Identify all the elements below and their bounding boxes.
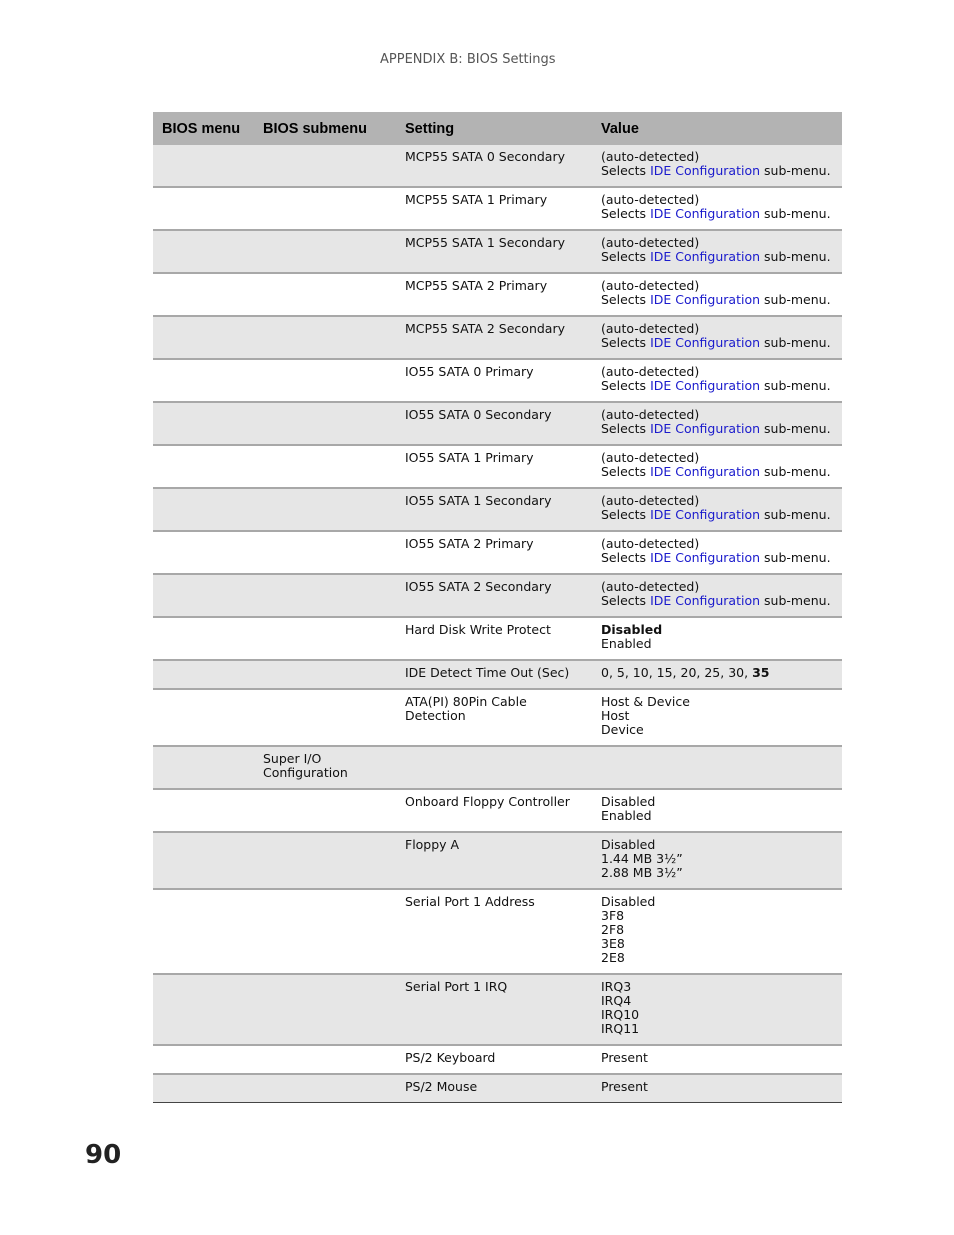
value-line [601, 637, 838, 651]
value-text: Selects [601, 249, 651, 264]
value-cell [590, 574, 842, 617]
value-line [601, 408, 838, 422]
table-row [153, 574, 842, 617]
value-line [601, 551, 838, 565]
value-cell [590, 488, 842, 531]
value-text: Selects [601, 507, 651, 522]
setting-cell: IDE Detect Time Out (Sec) [394, 660, 590, 689]
column-header-setting: Setting [394, 112, 590, 145]
value-line [601, 909, 838, 923]
value-line [601, 594, 838, 608]
ide-configuration-link[interactable]: IDE Configuration [650, 550, 761, 565]
value-text: Selects [601, 593, 651, 608]
value-cell [590, 660, 842, 689]
bios-menu-cell [153, 488, 254, 531]
value-line [601, 1022, 838, 1036]
value-line [601, 852, 838, 866]
bios-submenu-cell [254, 832, 394, 889]
ide-configuration-link[interactable]: IDE Configuration [650, 593, 761, 608]
value-line [601, 923, 838, 937]
table-row [153, 660, 842, 689]
bios-submenu-cell [254, 1074, 394, 1103]
value-line [601, 795, 838, 809]
value-line [601, 193, 838, 207]
value-text: sub-menu. [760, 335, 831, 350]
value-line [601, 866, 838, 880]
bios-submenu-cell [254, 531, 394, 574]
value-cell [590, 273, 842, 316]
ide-configuration-link[interactable]: IDE Configuration [650, 335, 761, 350]
value-text: 1.44 MB 3½” [601, 851, 683, 866]
value-line [601, 580, 838, 594]
value-line [601, 994, 838, 1008]
table-row [153, 974, 842, 1045]
value-text: sub-menu. [760, 378, 831, 393]
default-value: Disabled [601, 622, 663, 637]
bios-submenu-cell [254, 359, 394, 402]
value-line [601, 666, 838, 680]
value-line [601, 279, 838, 293]
bios-menu-cell [153, 832, 254, 889]
bios-menu-cell [153, 316, 254, 359]
value-text: Disabled [601, 837, 656, 852]
table-row [153, 230, 842, 273]
value-line [601, 465, 838, 479]
value-line [601, 1051, 838, 1065]
table-header-row [153, 112, 842, 145]
table-body [153, 145, 842, 1103]
value-text: IRQ10 [601, 1007, 640, 1022]
table-row [153, 689, 842, 746]
value-text: sub-menu. [760, 550, 831, 565]
value-line [601, 336, 838, 350]
bios-settings-table [153, 112, 842, 1103]
setting-cell: IO55 SATA 1 Secondary [394, 488, 590, 531]
value-cell [590, 230, 842, 273]
value-line [601, 293, 838, 307]
value-line [601, 150, 838, 164]
value-cell [590, 832, 842, 889]
bios-menu-cell [153, 746, 254, 789]
bios-menu-cell [153, 402, 254, 445]
bios-submenu-cell [254, 660, 394, 689]
setting-cell: Serial Port 1 Address [394, 889, 590, 974]
table-row [153, 1074, 842, 1103]
value-text: IRQ4 [601, 993, 632, 1008]
bios-menu-cell [153, 230, 254, 273]
table-row [153, 617, 842, 660]
column-header-value: Value [590, 112, 842, 145]
bios-submenu-cell: Super I/O Configuration [254, 746, 394, 789]
value-cell [590, 1074, 842, 1103]
setting-cell: IO55 SATA 0 Primary [394, 359, 590, 402]
setting-cell: MCP55 SATA 1 Secondary [394, 230, 590, 273]
value-line [601, 809, 838, 823]
value-cell [590, 789, 842, 832]
value-cell [590, 889, 842, 974]
value-line [601, 207, 838, 221]
setting-cell: MCP55 SATA 2 Secondary [394, 316, 590, 359]
value-cell [590, 187, 842, 230]
bios-submenu-cell [254, 574, 394, 617]
table-row [153, 359, 842, 402]
value-text: sub-menu. [760, 163, 831, 178]
value-line [601, 1080, 838, 1094]
value-text: (auto-detected) [601, 192, 700, 207]
table-row [153, 1045, 842, 1074]
table-row [153, 889, 842, 974]
bios-submenu-cell [254, 187, 394, 230]
setting-cell: IO55 SATA 0 Secondary [394, 402, 590, 445]
value-text: Present [601, 1079, 648, 1094]
setting-cell: Hard Disk Write Protect [394, 617, 590, 660]
page-number: 90 [85, 1140, 122, 1170]
setting-cell [394, 746, 590, 789]
table-row [153, 187, 842, 230]
value-text: sub-menu. [760, 421, 831, 436]
setting-cell: IO55 SATA 1 Primary [394, 445, 590, 488]
value-text: Disabled [601, 794, 656, 809]
bios-submenu-cell [254, 617, 394, 660]
table-row [153, 832, 842, 889]
value-text: Selects [601, 421, 651, 436]
column-header-bios-menu: BIOS menu [153, 112, 254, 145]
value-line [601, 422, 838, 436]
value-line [601, 236, 838, 250]
table-row [153, 402, 842, 445]
bios-menu-cell [153, 889, 254, 974]
value-cell [590, 359, 842, 402]
table-row [153, 488, 842, 531]
bios-submenu-cell [254, 689, 394, 746]
setting-cell: MCP55 SATA 2 Primary [394, 273, 590, 316]
value-line [601, 723, 838, 737]
value-cell [590, 402, 842, 445]
bios-submenu-cell [254, 889, 394, 974]
bios-menu-cell [153, 359, 254, 402]
value-cell [590, 1045, 842, 1074]
bios-submenu-cell [254, 1045, 394, 1074]
value-text: 2E8 [601, 950, 625, 965]
setting-cell: IO55 SATA 2 Primary [394, 531, 590, 574]
value-cell [590, 974, 842, 1045]
value-line [601, 1008, 838, 1022]
value-text: Selects [601, 378, 651, 393]
value-line [601, 980, 838, 994]
value-text: (auto-detected) [601, 579, 700, 594]
table-row [153, 746, 842, 789]
value-text: sub-menu. [760, 206, 831, 221]
setting-cell: Serial Port 1 IRQ [394, 974, 590, 1045]
value-text: (auto-detected) [601, 450, 700, 465]
bios-menu-cell [153, 574, 254, 617]
table-row [153, 789, 842, 832]
setting-cell: Floppy A [394, 832, 590, 889]
bios-menu-cell [153, 689, 254, 746]
value-text: sub-menu. [760, 593, 831, 608]
value-line [601, 709, 838, 723]
value-cell [590, 617, 842, 660]
bios-menu-cell [153, 617, 254, 660]
value-line [601, 695, 838, 709]
bios-menu-cell [153, 273, 254, 316]
value-text: sub-menu. [760, 464, 831, 479]
bios-submenu-cell [254, 488, 394, 531]
setting-cell: PS/2 Mouse [394, 1074, 590, 1103]
ide-configuration-link[interactable]: IDE Configuration [650, 464, 761, 479]
value-text: Selects [601, 550, 651, 565]
value-text: (auto-detected) [601, 235, 700, 250]
table-row [153, 316, 842, 359]
table-row [153, 145, 842, 187]
value-text: (auto-detected) [601, 149, 700, 164]
table-row [153, 445, 842, 488]
bios-submenu-cell [254, 789, 394, 832]
ide-configuration-link[interactable]: IDE Configuration [650, 163, 761, 178]
bios-submenu-cell [254, 145, 394, 187]
value-text: 3F8 [601, 908, 625, 923]
value-line [601, 537, 838, 551]
value-text: (auto-detected) [601, 278, 700, 293]
ide-configuration-link[interactable]: IDE Configuration [650, 206, 761, 221]
default-value: 35 [752, 665, 770, 680]
value-text: (auto-detected) [601, 493, 700, 508]
value-cell [590, 145, 842, 187]
column-header-bios-submenu: BIOS submenu [254, 112, 394, 145]
value-text: Disabled [601, 894, 656, 909]
value-text: (auto-detected) [601, 407, 700, 422]
value-cell [590, 445, 842, 488]
bios-submenu-cell [254, 402, 394, 445]
value-text: Selects [601, 206, 651, 221]
value-line [601, 623, 838, 637]
value-text: 2F8 [601, 922, 625, 937]
value-text: (auto-detected) [601, 321, 700, 336]
value-line [601, 365, 838, 379]
value-text: Enabled [601, 636, 652, 651]
value-line [601, 937, 838, 951]
value-text: (auto-detected) [601, 536, 700, 551]
bios-menu-cell [153, 1074, 254, 1103]
value-text: 0, 5, 10, 15, 20, 25, 30, [601, 665, 753, 680]
value-line [601, 508, 838, 522]
value-line [601, 379, 838, 393]
bios-menu-cell [153, 1045, 254, 1074]
value-text: sub-menu. [760, 292, 831, 307]
value-text: 3E8 [601, 936, 625, 951]
bios-menu-cell [153, 187, 254, 230]
value-line [601, 895, 838, 909]
value-text: (auto-detected) [601, 364, 700, 379]
value-text: Selects [601, 163, 651, 178]
setting-cell: MCP55 SATA 0 Secondary [394, 145, 590, 187]
value-cell [590, 689, 842, 746]
value-text: Host [601, 708, 630, 723]
value-text: sub-menu. [760, 507, 831, 522]
value-text: Device [601, 722, 644, 737]
value-text: Present [601, 1050, 648, 1065]
value-text: sub-menu. [760, 249, 831, 264]
value-text: Host & Device [601, 694, 690, 709]
bios-menu-cell [153, 531, 254, 574]
value-cell [590, 316, 842, 359]
value-text: IRQ3 [601, 979, 632, 994]
value-text: Selects [601, 335, 651, 350]
setting-cell: IO55 SATA 2 Secondary [394, 574, 590, 617]
value-text: Selects [601, 292, 651, 307]
value-line [601, 322, 838, 336]
table-row [153, 273, 842, 316]
value-cell [590, 531, 842, 574]
bios-menu-cell [153, 974, 254, 1045]
table-row [153, 531, 842, 574]
value-line [601, 494, 838, 508]
ide-configuration-link[interactable]: IDE Configuration [650, 249, 761, 264]
value-line [601, 838, 838, 852]
bios-submenu-cell [254, 273, 394, 316]
ide-configuration-link[interactable]: IDE Configuration [650, 292, 761, 307]
value-line [601, 164, 838, 178]
setting-cell: PS/2 Keyboard [394, 1045, 590, 1074]
ide-configuration-link[interactable]: IDE Configuration [650, 421, 761, 436]
ide-configuration-link[interactable]: IDE Configuration [650, 378, 761, 393]
bios-menu-cell [153, 445, 254, 488]
value-line [601, 451, 838, 465]
value-line [601, 951, 838, 965]
bios-menu-cell [153, 789, 254, 832]
value-text: Selects [601, 464, 651, 479]
value-text: 2.88 MB 3½” [601, 865, 683, 880]
setting-cell: ATA(PI) 80Pin Cable Detection [394, 689, 590, 746]
bios-submenu-cell [254, 445, 394, 488]
setting-cell: Onboard Floppy Controller [394, 789, 590, 832]
bios-submenu-cell [254, 974, 394, 1045]
value-cell [590, 746, 842, 789]
bios-submenu-cell [254, 230, 394, 273]
ide-configuration-link[interactable]: IDE Configuration [650, 507, 761, 522]
value-line [601, 250, 838, 264]
bios-submenu-cell [254, 316, 394, 359]
value-text: Enabled [601, 808, 652, 823]
bios-menu-cell [153, 145, 254, 187]
bios-menu-cell [153, 660, 254, 689]
running-header: APPENDIX B: BIOS Settings [380, 52, 556, 67]
setting-cell: MCP55 SATA 1 Primary [394, 187, 590, 230]
value-text: IRQ11 [601, 1021, 640, 1036]
